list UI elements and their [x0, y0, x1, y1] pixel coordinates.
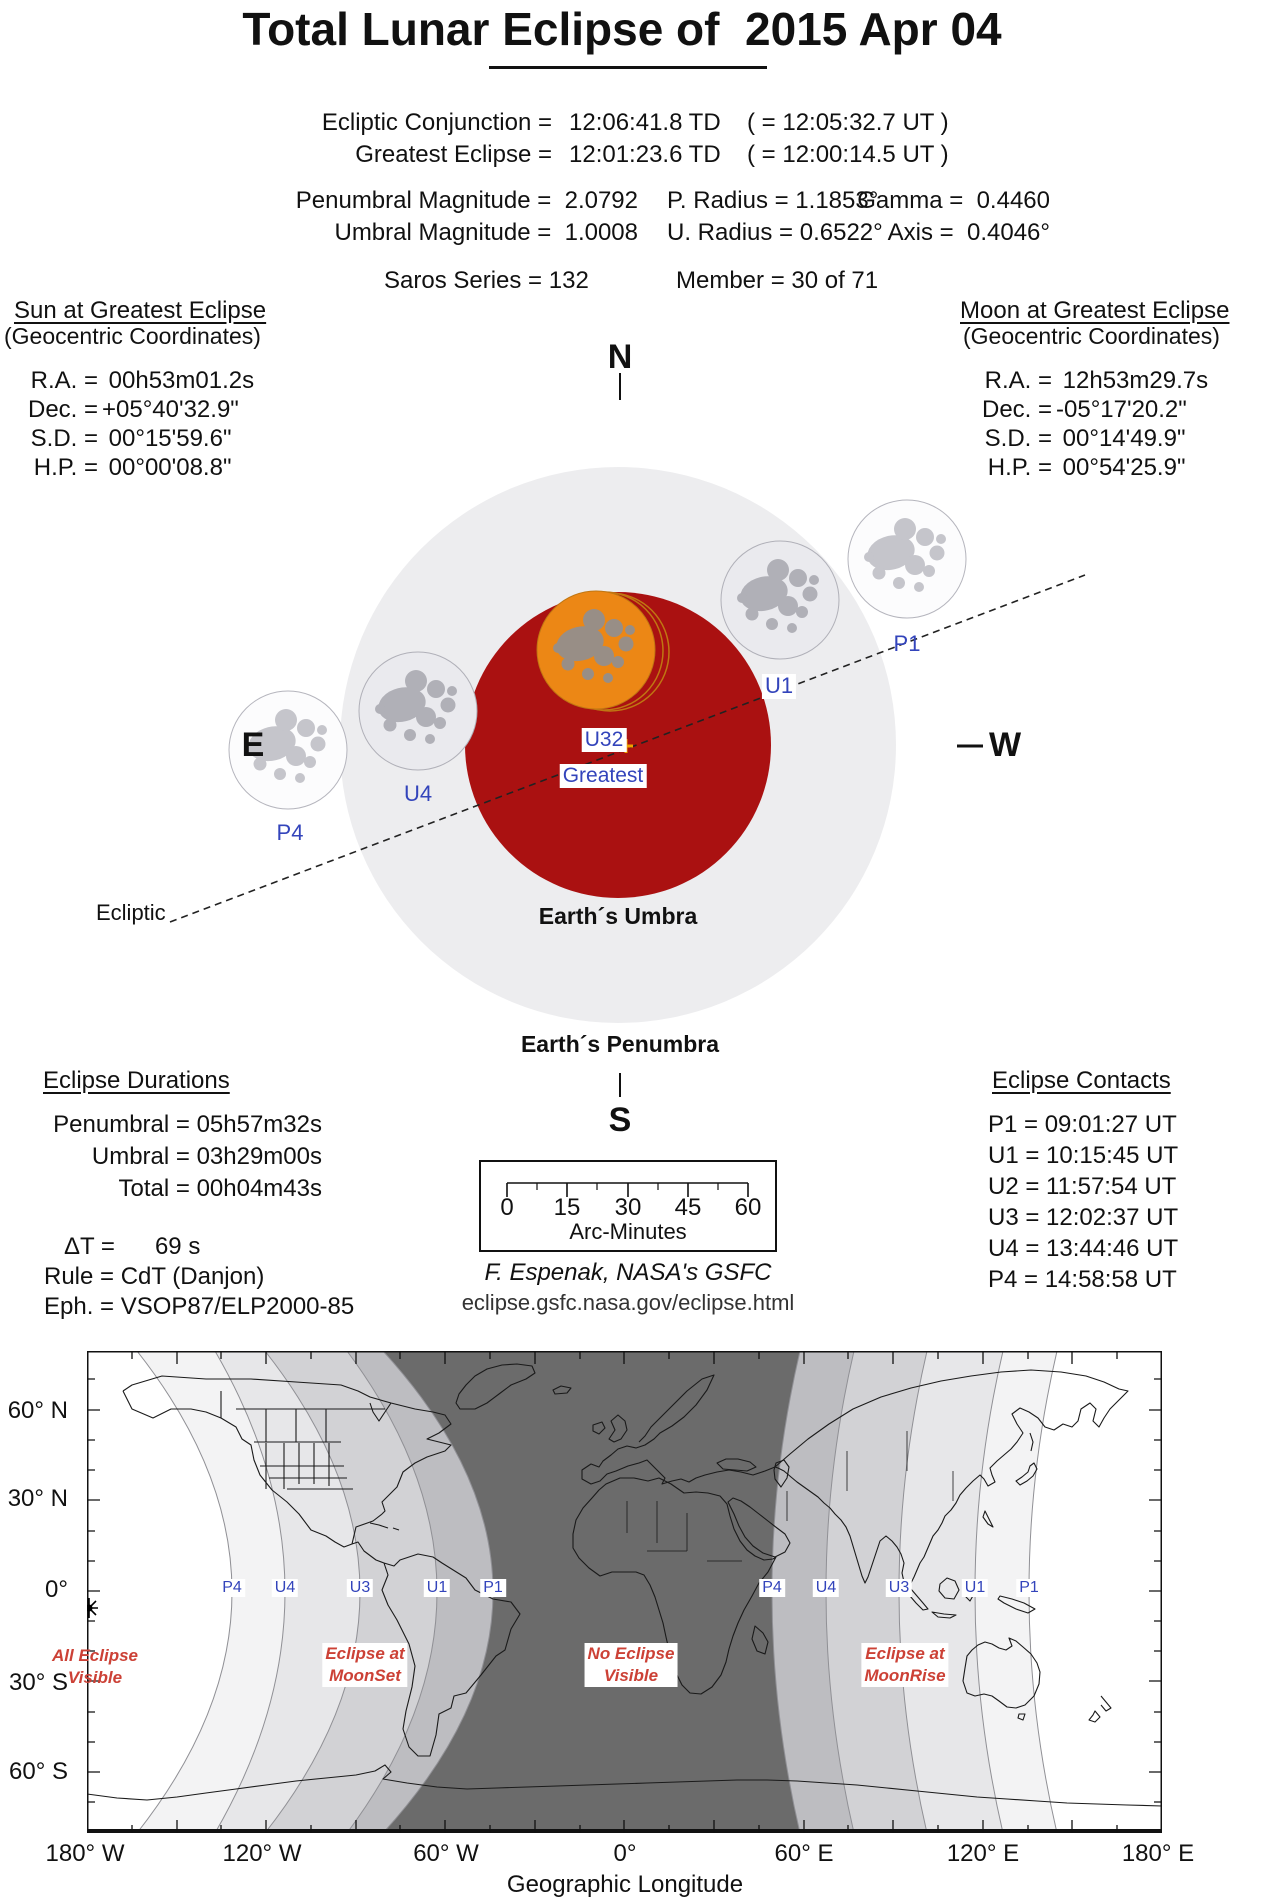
- conjunction-ut: ( = 12:05:32.7 UT ): [747, 109, 949, 136]
- sun-hp-value: 00°00'08.8": [102, 454, 232, 481]
- lat-30s-label: 30° S: [9, 1669, 68, 1696]
- scale-bar-label: Arc-Minutes: [569, 1219, 687, 1244]
- lat-60s-label: 60° S: [9, 1758, 68, 1785]
- u4-label: U4: [403, 781, 433, 806]
- lon-120w-label: 120° W: [222, 1840, 302, 1867]
- moon-block-subtitle: (Geocentric Coordinates): [963, 323, 1220, 349]
- p-radius: P. Radius = 1.1853°: [667, 187, 879, 214]
- contact-p1: P1 = 09:01:27 UT: [988, 1111, 1177, 1138]
- sun-hp-label: H.P. =: [33, 454, 98, 481]
- ecliptic-label: Ecliptic: [96, 900, 166, 925]
- lon-60w-label: 60° W: [413, 1840, 479, 1867]
- lat-30n-label: 30° N: [7, 1485, 68, 1512]
- penumbral-magnitude: Penumbral Magnitude = 2.0792: [295, 187, 638, 214]
- contact-p4: P4 = 14:58:58 UT: [988, 1266, 1177, 1293]
- credit-author: F. Espenak, NASA's GSFC: [484, 1259, 772, 1286]
- zone-rise-line2: MoonRise: [864, 1666, 946, 1685]
- duration-penumbral: Penumbral = 05h57m32s: [53, 1111, 322, 1138]
- sun-block-title: Sun at Greatest Eclipse: [14, 297, 267, 324]
- moon-sd-value: 00°14'49.9": [1056, 425, 1186, 452]
- map-west-u3-label: U3: [347, 1579, 373, 1597]
- lon-60e-label: 60° E: [774, 1840, 834, 1867]
- east-label: E: [241, 726, 265, 764]
- scale-tick-0: 0: [500, 1194, 514, 1221]
- sun-sd-value: 00°15'59.6": [102, 425, 232, 452]
- duration-umbral: Umbral = 03h29m00s: [91, 1143, 322, 1170]
- zone-all-visible-label: [52, 1645, 138, 1689]
- lon-180e-label: 180° E: [1121, 1840, 1195, 1867]
- title-underline: [489, 66, 767, 69]
- scale-tick-15: 15: [553, 1194, 581, 1221]
- u-radius: U. Radius = 0.6522°: [667, 219, 883, 246]
- u1-label: U1: [762, 674, 796, 699]
- scale-tick-60: 60: [734, 1194, 762, 1221]
- scale-tick-30: 30: [614, 1194, 642, 1221]
- contact-u3: U3 = 12:02:37 UT: [988, 1204, 1179, 1231]
- rule: Rule = CdT (Danjon): [44, 1263, 265, 1290]
- saros-member: Member = 30 of 71: [676, 267, 879, 294]
- zone-moonrise-label: [861, 1643, 948, 1687]
- sun-ra-value: 00h53m01.2s: [102, 367, 255, 394]
- axis: Axis = 0.4046°: [887, 219, 1050, 246]
- duration-total: Total = 00h04m43s: [118, 1175, 322, 1202]
- map-west-p4-label: P4: [219, 1579, 245, 1597]
- moon-ra-value: 12h53m29.7s: [1056, 367, 1209, 394]
- sun-block-subtitle: (Geocentric Coordinates): [4, 323, 261, 349]
- south-label: S: [608, 1101, 632, 1139]
- moon-u4: [359, 652, 477, 770]
- greatest-label-box: Greatest: [560, 764, 647, 788]
- sun-dec-label: Dec. =: [28, 396, 99, 423]
- zone-all-line1: All Eclipse: [52, 1646, 138, 1665]
- p1-label: P1: [893, 631, 921, 656]
- greatest-label: Greatest Eclipse =: [355, 141, 552, 168]
- moon-dec-value: -05°17'20.2": [1056, 396, 1187, 423]
- map-east-p1-label: P1: [1016, 1579, 1042, 1597]
- map-bottom-caption: Geographic Longitude: [506, 1871, 744, 1898]
- sun-ra-label: R.A. =: [30, 367, 98, 394]
- contact-u4: U4 = 13:44:46 UT: [988, 1235, 1179, 1262]
- moon-hp-value: 00°54'25.9": [1056, 454, 1186, 481]
- lat-0-label: 0°: [45, 1576, 68, 1603]
- moon-dec-label: Dec. =: [982, 396, 1053, 423]
- contact-u1: U1 = 10:15:45 UT: [988, 1142, 1179, 1169]
- zone-none-line1: No Eclipse: [587, 1644, 675, 1663]
- map-east-p4-label: P4: [759, 1579, 785, 1597]
- map-east-u3-label: U3: [886, 1579, 912, 1597]
- lon-120e-label: 120° E: [946, 1840, 1020, 1867]
- contacts-title: Eclipse Contacts: [992, 1067, 1171, 1094]
- moon-p1: [848, 500, 966, 618]
- ephemeris: Eph. = VSOP87/ELP2000-85: [44, 1293, 355, 1320]
- saros-series: Saros Series = 132: [384, 267, 589, 294]
- map-east-u1-label: U1: [962, 1579, 988, 1597]
- durations-title: Eclipse Durations: [43, 1067, 230, 1094]
- zone-none-line2: Visible: [603, 1666, 659, 1685]
- lon-180w-label: 180° W: [45, 1840, 125, 1867]
- conjunction-label: Ecliptic Conjunction =: [321, 109, 552, 136]
- map-east-u4-label: U4: [813, 1579, 839, 1597]
- map-west-u1-label: U1: [424, 1579, 450, 1597]
- zone-set-line2: MoonSet: [329, 1666, 401, 1685]
- umbral-magnitude: Umbral Magnitude = 1.0008: [334, 219, 638, 246]
- zone-all-line2: Visible: [67, 1668, 123, 1687]
- sun-dec-value: +05°40'32.9": [102, 396, 239, 423]
- moon-greatest: [537, 591, 655, 709]
- scale-bar: [479, 1160, 777, 1252]
- umbra-caption: Earth´s Umbra: [538, 903, 698, 929]
- map-west-p1-label: P1: [480, 1579, 506, 1597]
- moon-block-title: Moon at Greatest Eclipse: [960, 297, 1230, 324]
- gamma: Gamma = 0.4460: [857, 187, 1050, 214]
- greatest-ut: ( = 12:00:14.5 UT ): [747, 141, 949, 168]
- zone-set-line1: Eclipse at: [325, 1644, 405, 1663]
- scale-tick-45: 45: [674, 1194, 702, 1221]
- zone-moonset-label: [322, 1643, 407, 1687]
- penumbra-caption: Earth´s Penumbra: [520, 1031, 720, 1057]
- moon-u1: [721, 541, 839, 659]
- zone-no-eclipse-label: [585, 1643, 678, 1687]
- greatest-td: 12:01:23.6 TD: [569, 141, 721, 168]
- west-label: W: [988, 726, 1022, 764]
- conjunction-td: 12:06:41.8 TD: [569, 109, 721, 136]
- map-west-u4-label: U4: [272, 1579, 298, 1597]
- delta-t: ΔT = 69 s: [64, 1233, 201, 1260]
- p4-label: P4: [276, 820, 304, 845]
- north-label: N: [607, 338, 633, 376]
- zone-rise-line1: Eclipse at: [865, 1644, 945, 1663]
- page-title: Total Lunar Eclipse of 2015 Apr 04: [242, 3, 1002, 55]
- credit-url: eclipse.gsfc.nasa.gov/eclipse.html: [461, 1290, 795, 1315]
- contact-u2: U2 = 11:57:54 UT: [988, 1173, 1177, 1200]
- sun-sd-label: S.D. =: [30, 425, 98, 452]
- moon-hp-label: H.P. =: [987, 454, 1052, 481]
- lat-60n-label: 60° N: [7, 1397, 68, 1424]
- lon-0-label: 0°: [613, 1840, 637, 1867]
- u32-label: U32: [582, 728, 627, 752]
- moon-sd-label: S.D. =: [984, 425, 1052, 452]
- moon-ra-label: R.A. =: [984, 367, 1052, 394]
- visibility-map: [87, 1351, 1162, 1833]
